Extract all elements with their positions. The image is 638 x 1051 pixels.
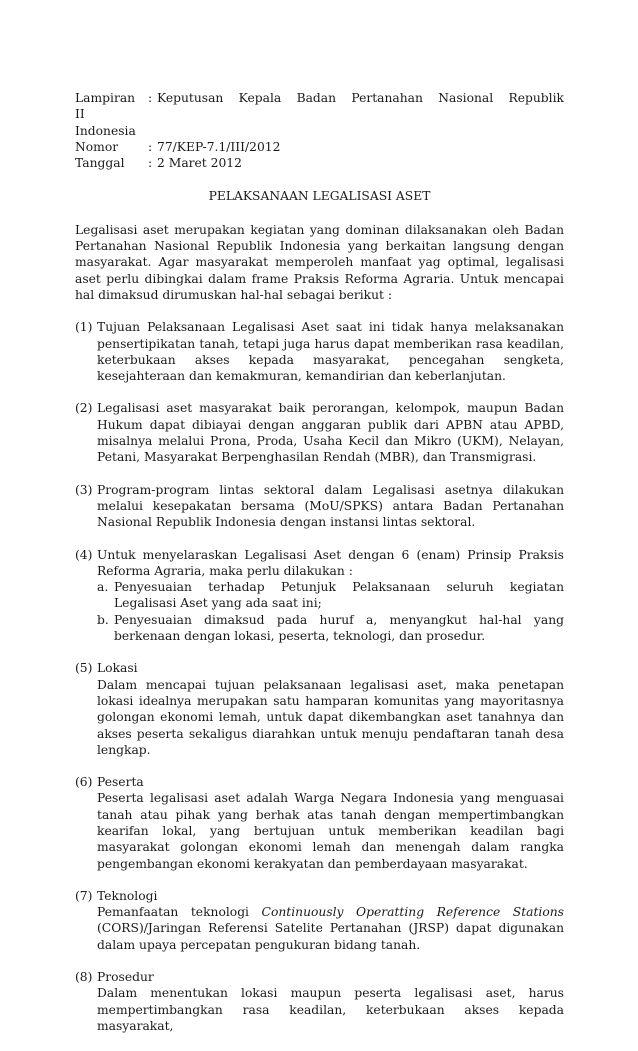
item-body: [97, 660, 564, 758]
intro-paragraph: Legalisasi aset merupakan kegiatan yang dominan dilaksanakan oleh Badan Pertanahan Nasional Republik Indonesia yang berkaitan langsung dengan masyarakat. Agar masyarakat memperoleh manfaat yag optimal, legalisasi aset perlu dibingkai dalam frame Praksis Reforma Agraria. Untuk mencapai hal dimaksud dirumuskan hal-hal sebagai berikut :: [75, 222, 564, 302]
item-heading: Prosedur: [97, 970, 154, 985]
item-text: Dalam mencapai tujuan pelaksanaan legalisasi aset, maka penetapan lokasi idealnya merupakan satu hamparan komunitas yang mayoritasnya golongan ekonomi lemah, untuk dapat dikembangkan aset tanahnya dan akses peserta sekaligus diarahkan untuk menuju pendaftaran tanah desa lengkap.: [97, 677, 564, 757]
lampiran-value-continuation: Indonesia: [75, 123, 136, 138]
item-text: Program-program lintas sektoral dalam Legalisasi asetnya dilakukan melalui kesepakatan bersama (MoU/SPKS) antara Badan Pertanahan Nasional Republik Indonesia dengan instansi lintas sektoral.: [97, 482, 564, 530]
item-heading: Teknologi: [97, 888, 158, 903]
header-tanggal-row: [75, 155, 564, 171]
sub-item-letter: a.: [97, 580, 109, 595]
item-number: (2): [75, 401, 93, 416]
item-number: (1): [75, 320, 93, 335]
item-number: (4): [75, 547, 93, 562]
list-item: [75, 400, 564, 465]
list-item: [75, 888, 564, 953]
sub-item-a: [97, 579, 564, 612]
tanggal-value: 2 Maret 2012: [157, 156, 242, 171]
item-number: (6): [75, 775, 93, 790]
nomor-label: Nomor: [75, 139, 119, 154]
item-text-post: (CORS)/Jaringan Referensi Satelite Pertanahan (JRSP) dapat digunakan dalam upaya percepatan pengukuran bidang tanah.: [97, 921, 564, 952]
item-text: Dalam menentukan lokasi maupun peserta legalisasi aset, harus mempertimbangkan rasa keadilan, keterbukaan akses kepada masyarakat,: [97, 986, 564, 1033]
item-number: (5): [75, 661, 93, 676]
header-lampiran-row: [75, 90, 564, 123]
tanggal-label: Tanggal: [75, 156, 125, 171]
lampiran-separator: :: [148, 91, 153, 105]
lampiran-label: Lampiran II: [75, 91, 136, 122]
item-body: [97, 547, 564, 645]
list-item: [75, 969, 564, 1034]
nomor-separator: :: [148, 139, 153, 154]
sub-item-text: Penyesuaian terhadap Petunjuk Pelaksanaan seluruh kegiatan Legalisasi Aset yang ada saat ini;: [114, 580, 564, 611]
lampiran-value: Keputusan Kepala Badan Pertanahan Nasional Republik: [157, 91, 564, 105]
list-item: [75, 774, 564, 872]
nomor-value: 77/KEP-7.1/III/2012: [157, 139, 281, 154]
document-title: PELAKSANAAN LEGALISASI ASET: [208, 189, 431, 204]
item-number: (8): [75, 970, 93, 985]
list-item: [75, 319, 564, 384]
item-number: (7): [75, 888, 93, 903]
item-text-pre: Pemanfaatan teknologi: [97, 905, 262, 920]
sub-item-b: [97, 612, 564, 645]
item-body: [97, 774, 564, 872]
item-heading: Peserta: [97, 775, 144, 790]
list-item: [75, 547, 564, 645]
document-page: [75, 90, 564, 1050]
item-text: Peserta legalisasi aset adalah Warga Negara Indonesia yang menguasai tanah atau pihak yang berhak atas tanah dengan mempertimbangkan kearifan lokal, yang bertujuan untuk memberikan keadilan bagi masyarakat golongan ekonomi lemah dan menengah dalam rangka pengembangan ekonomi kerakyatan dan pemberdayaan masyarakat.: [97, 791, 564, 871]
item-text: Tujuan Pelaksanaan Legalisasi Aset saat ini tidak hanya melaksanakan pensertipikatan tanah, tetapi juga harus dapat memberikan rasa keadilan, keterbukaan akses kepada masyarakat, pencegahan sengketa, kesejahteraan dan kemakmuran, kemandirian dan keberlanjutan.: [97, 320, 564, 384]
list-item: [75, 660, 564, 758]
list-item: [75, 482, 564, 531]
item-text: [97, 904, 564, 953]
item-heading: Lokasi: [97, 661, 138, 676]
item-body: [97, 888, 564, 953]
header-nomor-row: [75, 139, 564, 155]
tanggal-separator: :: [148, 156, 153, 171]
item-number: (3): [75, 482, 93, 497]
sub-item-text: Penyesuaian dimaksud pada huruf a, menyangkut hal-hal yang berkenaan dengan lokasi, peserta, teknologi, dan prosedur.: [114, 612, 564, 644]
sub-item-letter: b.: [97, 612, 109, 627]
item-text: Legalisasi aset masyarakat baik perorangan, kelompok, maupun Badan Hukum dapat dibiayai dengan anggaran publik dari APBN atau APBD, misalnya melalui Prona, Proda, Usaha Kecil dan Mikro (UKM), Nelayan, Petani, Masyarakat Berpenghasilan Rendah (MBR), dan Transmigrasi.: [97, 401, 564, 465]
item-body: [97, 969, 564, 1034]
item-text-italic: Continuously Operatting Reference Stations: [261, 905, 564, 920]
item-text: Untuk menyelaraskan Legalisasi Aset dengan 6 (enam) Prinsip Praksis Reforma Agraria, maka perlu dilakukan :: [97, 547, 564, 578]
